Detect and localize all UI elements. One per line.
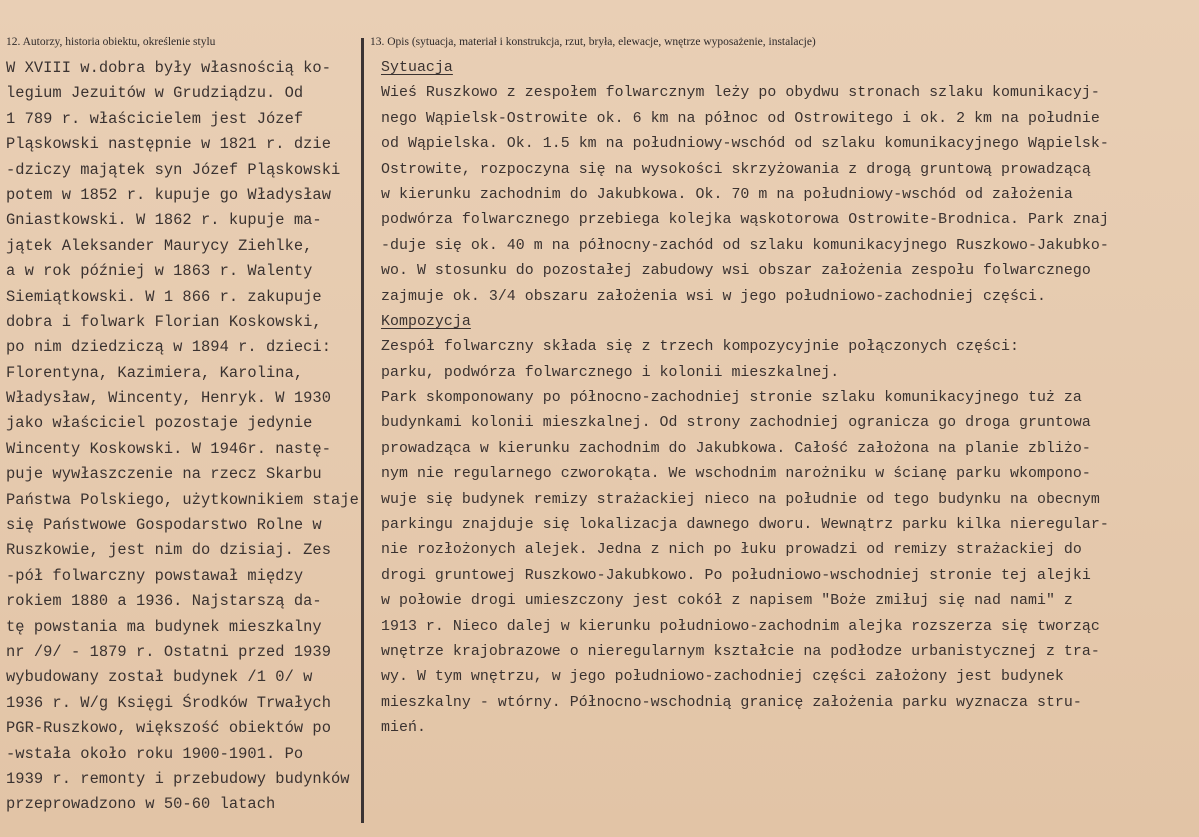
history-text-line: W XVIII w.dobra były własnością ko-	[6, 59, 332, 77]
history-text-line: nr /9/ - 1879 r. Ostatni przed 1939	[6, 642, 332, 661]
history-text-line: 1 789 r. właścicielem jest Józef	[6, 109, 304, 128]
history-text-line: rokiem 1880 a 1936. Najstarszą da-	[6, 592, 322, 611]
description-text-line: w kierunku zachodnim do Jakubkowa. Ok. 70 m na południowy-wschód od założenia	[381, 186, 1073, 203]
history-text-line: -wstała około roku 1900-1901. Po	[6, 744, 304, 763]
history-text-line: się Państwowe Gospodarstwo Rolne w	[6, 516, 322, 535]
description-text-line: od Wąpielska. Ok. 1.5 km na południowy-wschód od szlaku komunikacyjnego Wąpielsk-	[381, 136, 1109, 153]
history-text-line: potem w 1852 r. kupuje go Władysław	[6, 185, 332, 204]
description-text-line: budynkami kolonii mieszkalnej. Od strony zachodniej ogranicza go droga gruntowa	[381, 415, 1091, 432]
description-text-line: drogi gruntowej Ruszkowo-Jakubkowo. Po południowo-wschodniej stronie tej alejki	[381, 567, 1091, 584]
description-text-line: wo. W stosunku do pozostałej zabudowy wsi obszar założenia zespołu folwarcznego	[381, 263, 1091, 280]
history-text-line: PGR-Ruszkowo, większość obiektów po	[6, 719, 332, 738]
history-text-line: 1936 r. W/g Księgi Środków Trwałych	[6, 693, 332, 712]
description-text-line: Wieś Ruszkowo z zespołem folwarcznym leży po obydwu stronach szlaku komunikacyj-	[381, 85, 1100, 102]
description-text-line: -duje się ok. 40 m na północny-zachód od szlaku komunikacyjnego Ruszkowo-Jakubko-	[381, 237, 1109, 254]
history-text-line: jątek Aleksander Maurycy Ziehlke,	[6, 236, 313, 255]
description-text-line: zajmuje ok. 3/4 obszaru założenia wsi w jego południowo-zachodniej części.	[381, 288, 1046, 305]
history-text-line: jako właściciel pozostaje jedynie	[6, 414, 313, 433]
field-13-header: 13. Opis (sytuacja, materiał i konstrukcja, rzut, bryła, elewacje, wnętrze wyposażenie, instalacje)	[370, 36, 816, 48]
history-text-line: Ruszkowie, jest nim do dzisiaj. Zes	[6, 541, 332, 560]
description-text-line: wuje się budynek remizy strażackiej nieco na południe od tego budynku na obecnym	[381, 491, 1100, 508]
description-text-line: mieszkalny - wtórny. Północno-wschodnią granicę założenia parku wyznacza stru-	[381, 694, 1082, 711]
history-text-line: a w rok później w 1863 r. Walenty	[6, 262, 313, 281]
history-text-column	[6, 56, 359, 818]
history-text-line: -pół folwarczny powstawał między	[6, 566, 304, 585]
history-text-line: Pląskowski następnie w 1821 r. dzie	[6, 135, 332, 154]
field-12-header: 12. Autorzy, historia obiektu, określenie stylu	[6, 36, 216, 48]
description-text-line: mień.	[381, 720, 426, 737]
description-text-line: nie rozłożonych alejek. Jedna z nich po łuku prowadzi od remizy strażackiej do	[381, 542, 1082, 559]
history-text-line: dobra i folwark Florian Koskowski,	[6, 312, 322, 331]
history-text-line: legium Jezuitów w Grudziądzu. Od	[6, 84, 304, 103]
section-heading: Kompozycja	[381, 313, 471, 330]
history-text-line: tę powstania ma budynek mieszkalny	[6, 617, 322, 636]
history-text-line: Państwa Polskiego, użytkownikiem staje	[6, 490, 359, 509]
description-text-column	[381, 56, 1109, 742]
history-text-line: -dziczy majątek syn Józef Pląskowski	[6, 160, 341, 179]
history-text-line: Wincenty Koskowski. W 1946r. nastę-	[6, 439, 332, 458]
description-text-line: wy. W tym wnętrzu, w jego południowo-zachodniej części założony jest budynek	[381, 669, 1064, 686]
history-text-line: 1939 r. remonty i przebudowy budynków	[6, 769, 350, 788]
description-text-line: nego Wąpielsk-Ostrowite ok. 6 km na północ od Ostrowitego i ok. 2 km na południe	[381, 110, 1100, 127]
description-text-line: Park skomponowany po północno-zachodniej stronie szlaku komunikacyjnego tuż za	[381, 390, 1082, 407]
description-text-line: parku, podwórza folwarcznego i kolonii mieszkalnej.	[381, 364, 840, 381]
description-text-line: 1913 r. Nieco dalej w kierunku południowo-zachodnim alejka rozszerza się tworząc	[381, 618, 1100, 635]
history-text-line: Gniastkowski. W 1862 r. kupuje ma-	[6, 211, 322, 230]
history-text-line: po nim dziedziczą w 1894 r. dzieci:	[6, 338, 332, 357]
history-text-line: puje wywłaszczenie na rzecz Skarbu	[6, 465, 322, 484]
description-text-line: nym nie regularnego czworokąta. We wschodnim narożniku w ścianę parku wkompono-	[381, 466, 1091, 483]
column-divider	[361, 38, 364, 823]
section-heading: Sytuacja	[381, 60, 453, 76]
description-text-line: prowadząca w kierunku zachodnim do Jakubkowa. Całość założona na planie zbliżo-	[381, 440, 1091, 457]
description-text-line: Zespół folwarczny składa się z trzech kompozycyjnie połączonych części:	[381, 339, 1019, 356]
history-text-line: Florentyna, Kazimiera, Karolina,	[6, 363, 304, 382]
description-text-line: w połowie drogi umieszczony jest cokół z napisem "Boże zmiłuj się nad nami" z	[381, 593, 1073, 610]
description-text-line: parkingu znajduje się lokalizacja dawnego dworu. Wewnątrz parku kilka nieregular-	[381, 517, 1109, 534]
history-text-line: Siemiątkowski. W 1 866 r. zakupuje	[6, 287, 322, 306]
history-text-line: wybudowany został budynek /1 0/ w	[6, 668, 313, 687]
description-text-line: Ostrowite, rozpoczyna się na wysokości skrzyżowania z drogą gruntową prowadzącą	[381, 161, 1091, 178]
history-text-line: przeprowadzono w 50-60 latach	[6, 795, 276, 814]
description-text-line: podwórza folwarcznego przebiega kolejka wąskotorowa Ostrowite-Brodnica. Park znaj	[381, 212, 1109, 229]
description-text-line: wnętrze krajobrazowe o nieregularnym kształcie na podłodze urbanistycznej z tra-	[381, 643, 1100, 660]
history-text-line: Władysław, Wincenty, Henryk. W 1930	[6, 389, 332, 408]
